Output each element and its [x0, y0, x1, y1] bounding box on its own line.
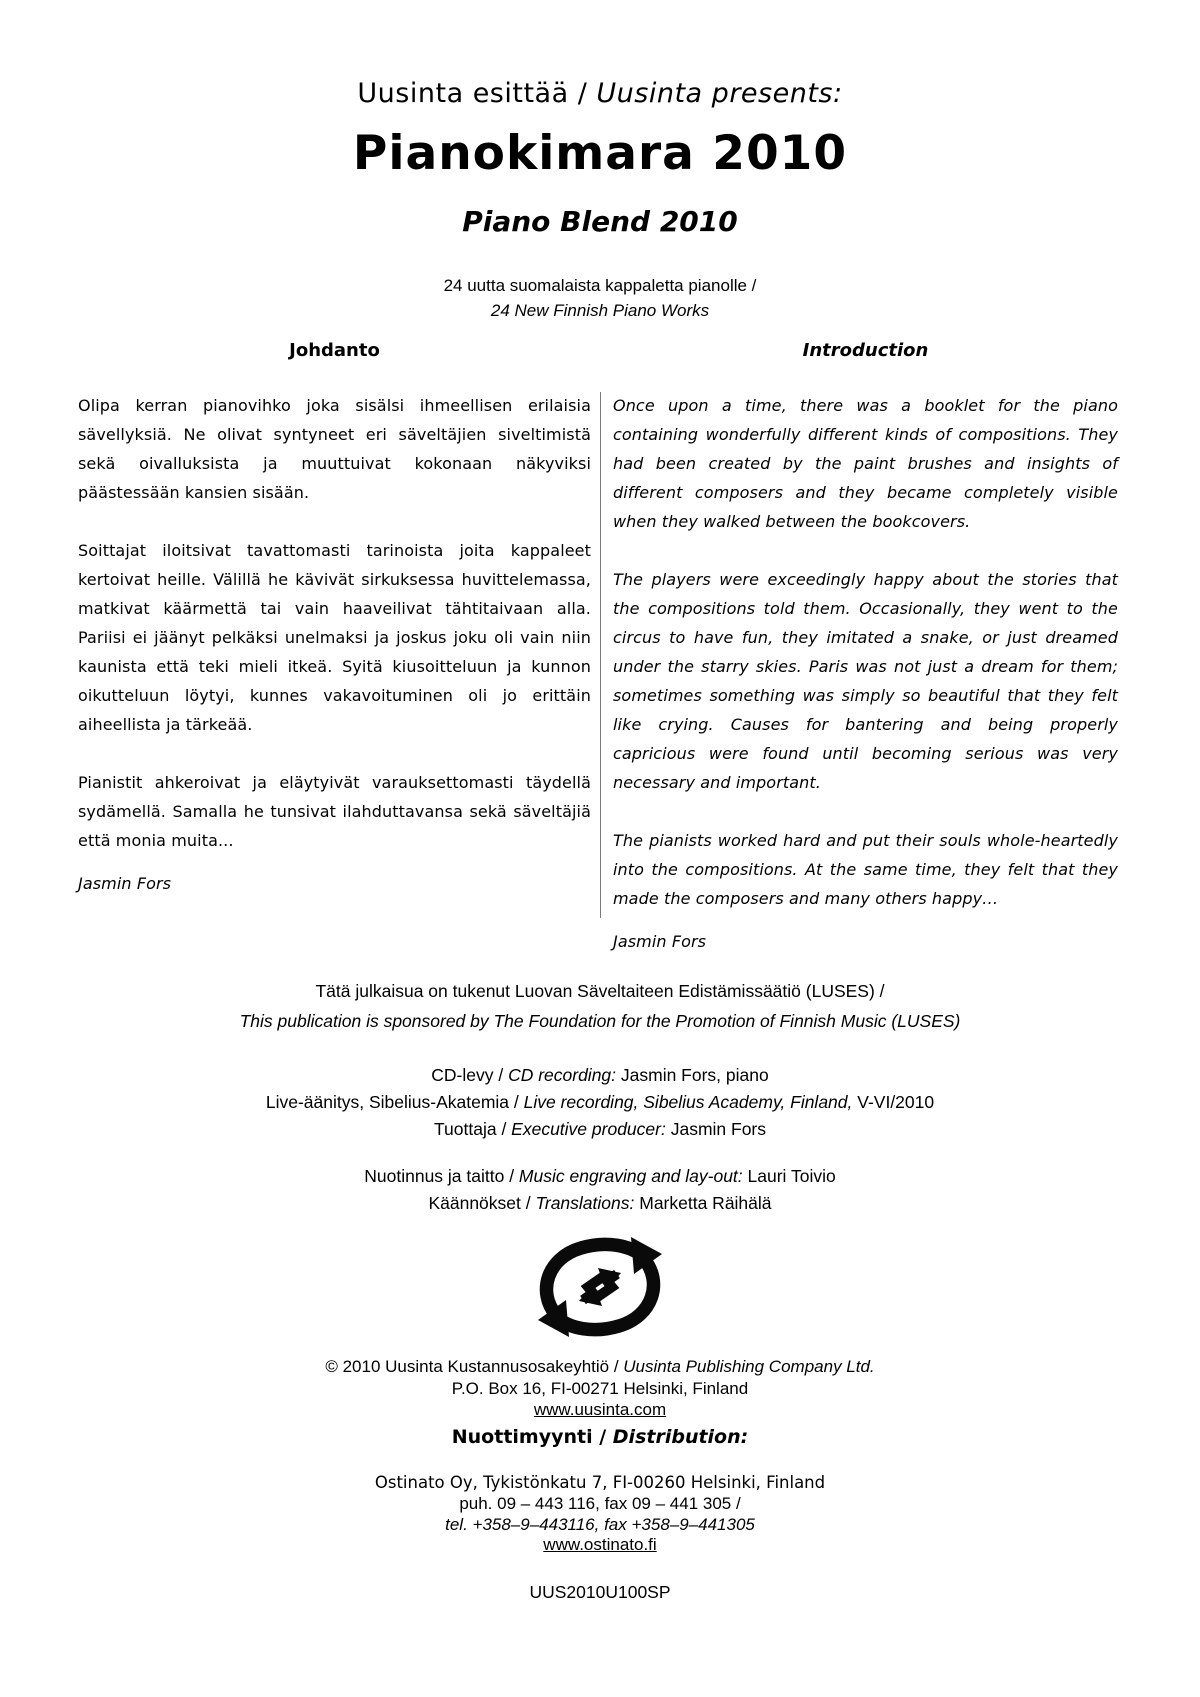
credit-live-recording [0, 1089, 1200, 1116]
publisher-block [0, 1356, 1200, 1421]
distribution-website-link[interactable]: www.ostinato.fi [543, 1535, 657, 1554]
credit-producer [0, 1116, 1200, 1143]
introduction-column-finnish [78, 340, 591, 927]
recording-credits [0, 1062, 1200, 1143]
credit-text: Marketta Räihälä [634, 1193, 772, 1213]
page-subtitle: Piano Blend 2010 [462, 205, 738, 238]
distribution-phone-intl: tel. +358–9–443116, fax +358–9–441305 [445, 1514, 755, 1534]
distribution-heading [0, 1426, 1200, 1448]
distribution-heading-fi: Nuottimyynti / [451, 1426, 613, 1448]
copyright-line [0, 1356, 1200, 1378]
sponsor-line-english: This publication is sponsored by The Foundation for the Promotion of Finnish Music (LUSES) [239, 1011, 961, 1031]
paragraph: Pianistit ahkeroivat ja eläytyivät varauksettomasti täydellä sydämellä. Samalla he tunsivat ilahduttavansa sekä säveltäjiä että monia muita... [78, 773, 591, 850]
credit-text: Live-äänitys, Sibelius-Akatemia / [265, 1092, 524, 1112]
signature-right: Jasmin Fors [613, 932, 707, 951]
tagline-english: 24 New Finnish Piano Works [490, 301, 710, 320]
credit-text: Nuotinnus ja taitto / [364, 1166, 519, 1186]
publisher-address: P.O. Box 16, FI-00271 Helsinki, Finland [451, 1378, 749, 1398]
credit-text: Lauri Toivio [742, 1166, 836, 1186]
signature-left: Jasmin Fors [78, 874, 172, 893]
credit-text: Jasmin Fors, piano [616, 1065, 769, 1085]
column-heading-introduction: Introduction [802, 340, 929, 361]
credit-text: Translations: [535, 1193, 635, 1213]
presenter-line-en: Uusinta presents: [596, 78, 843, 109]
distribution-block [0, 1472, 1200, 1556]
tagline-finnish: 24 uutta suomalaista kappaletta pianolle / [443, 276, 757, 295]
distribution-heading-en: Distribution: [612, 1426, 749, 1448]
credit-text: CD recording: [508, 1065, 617, 1085]
paragraph: Once upon a time, there was a booklet for the piano containing wonderfully different kinds of compositions. They had been created by the paint brushes and insights of different composers and they became completely visible when they walked between the bookcovers. [613, 396, 1118, 531]
distribution-phone-fi: puh. 09 – 443 116, fax 09 – 441 305 / [459, 1494, 741, 1513]
introduction-column-english [613, 340, 1118, 985]
copyright-text: Uusinta Publishing Company Ltd. [623, 1357, 875, 1376]
credit-cd-recording [0, 1062, 1200, 1089]
credit-text: V-VI/2010 [852, 1092, 935, 1112]
column-divider [600, 392, 601, 918]
production-credits [0, 1163, 1200, 1217]
distribution-address: Ostinato Oy, Tykistönkatu 7, FI-00260 Helsinki, Finland [374, 1473, 826, 1492]
paragraph: Olipa kerran pianovihko joka sisälsi ihmeellisen erilaisia sävellyksiä. Ne olivat syntyneet eri säveltäjien siveltimistä sekä oivalluksista ja muuttuivat kokonaan näkyviksi päästessään kansien sisään. [78, 396, 591, 502]
copyright-text: © 2010 Uusinta Kustannusosakeyhtiö / [325, 1357, 624, 1376]
credit-text: CD-levy / [431, 1065, 509, 1085]
credit-text: Käännökset / [428, 1193, 536, 1213]
presenter-line-fi: Uusinta esittää / [357, 78, 597, 109]
credit-text: Music engraving and lay-out: [518, 1166, 743, 1186]
credit-text: Jasmin Fors [665, 1119, 766, 1139]
credit-engraving [0, 1163, 1200, 1190]
sponsor-line-finnish: Tätä julkaisua on tukenut Luovan Säveltaiteen Edistämissäätiö (LUSES) / [315, 981, 885, 1001]
publisher-logo [0, 1224, 1200, 1354]
credit-translations [0, 1190, 1200, 1217]
publisher-website-link[interactable]: www.uusinta.com [533, 1400, 667, 1419]
credit-text: Executive producer: [511, 1119, 666, 1139]
presenter-line [0, 78, 1200, 109]
credit-text: Tuottaja / [434, 1119, 512, 1139]
column-heading-johdanto: Johdanto [289, 340, 380, 361]
catalog-number: UUS2010U100SP [529, 1582, 671, 1602]
uusinta-publishing-logo-icon [525, 1224, 675, 1350]
page-title: Pianokimara 2010 [352, 126, 848, 181]
credit-text: Live recording, Sibelius Academy, Finland, [523, 1092, 853, 1112]
paragraph: Soittajat iloitsivat tavattomasti tarinoista joita kappaleet kertoivat heille. Välillä he kävivät sirkuksessa huvittelemassa, matkivat käärmettä tai vain haaveilivat tähtitaivaan alla. Pariisi ei jäänyt pelkäksi unelmaksi ja joskus joku oli vain niin kaunista että teki mieli itkeä. Syitä kiusoitteluun ja kunnon oikutteluun löytyi, kunnes vakavoituminen oli jo erittäin aiheellista ja tärkeää. [78, 541, 591, 734]
paragraph: The players were exceedingly happy about the stories that the compositions told them. Occasionally, they went to the circus to have fun, they imitated a snake, or just dreamed under the starry skies. Paris was not just a dream for them; sometimes something was simply so beautiful that they felt like crying. Causes for bantering and being properly capricious were found until becoming serious was very necessary and important. [613, 570, 1118, 792]
sponsor-block [0, 976, 1200, 1036]
paragraph: The pianists worked hard and put their souls whole-heartedly into the compositions. At the same time, they felt that they made the composers and many others happy… [613, 831, 1118, 908]
